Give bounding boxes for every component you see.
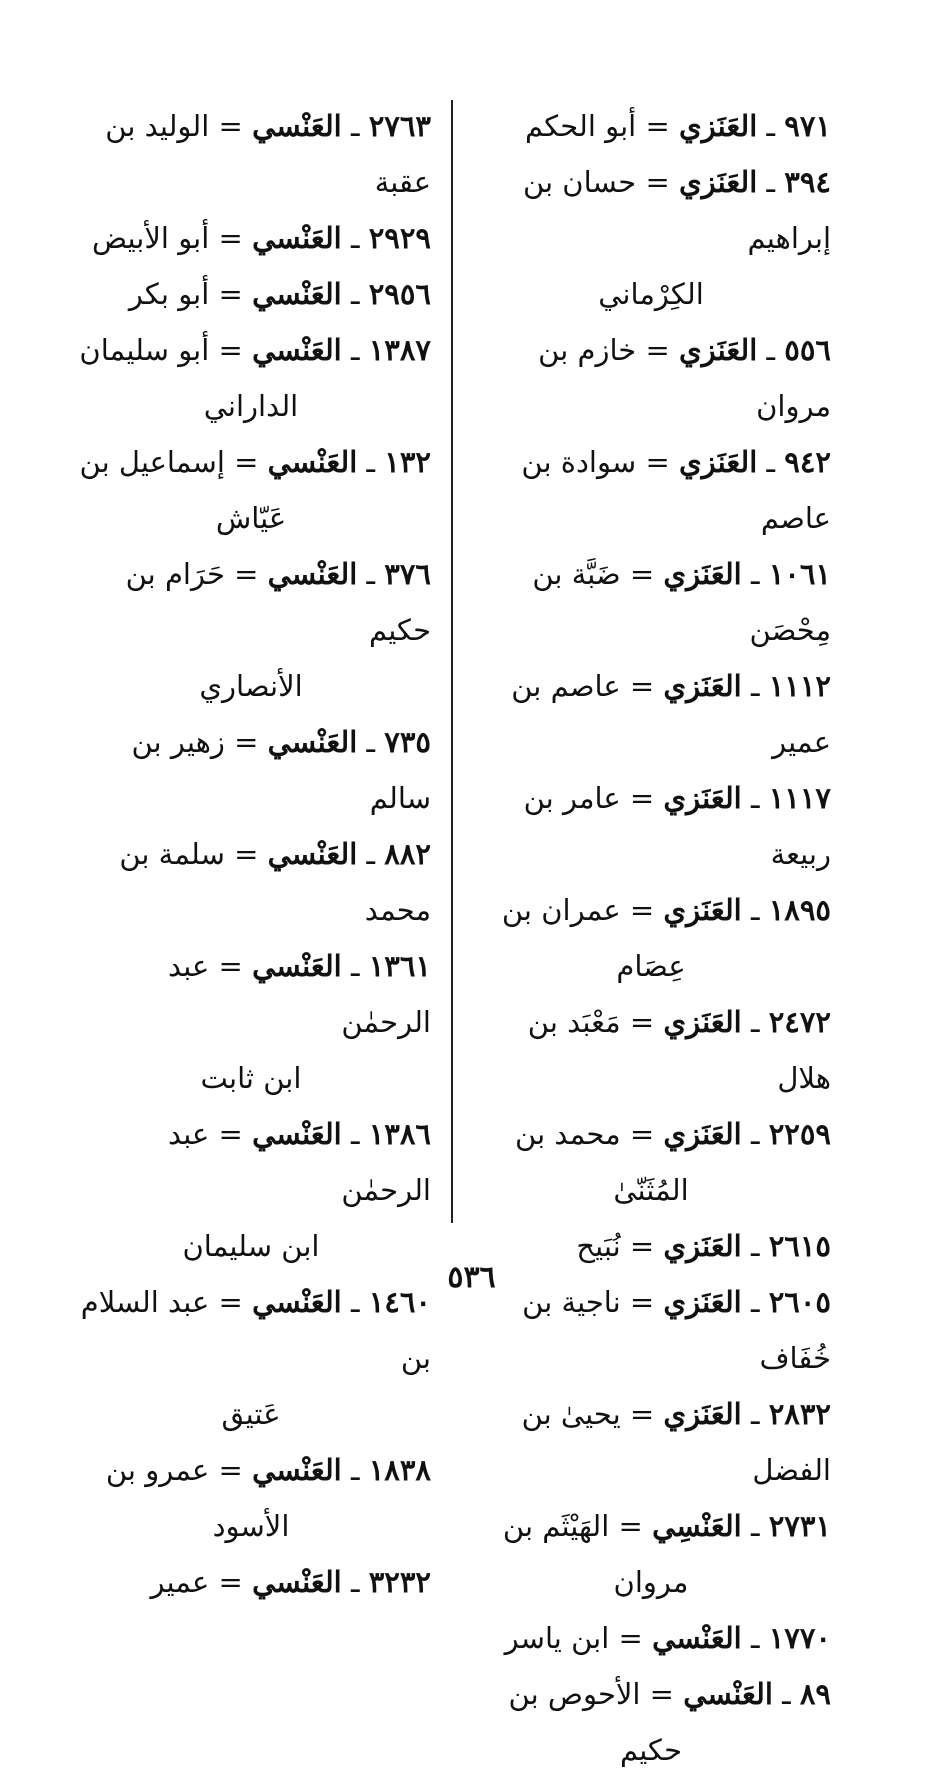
entry-name: أبو بكر: [128, 277, 210, 311]
entry-nisba: العَنَزي: [663, 1005, 742, 1039]
index-entry: [71, 1274, 431, 1442]
dash-separator: ـ: [741, 1397, 769, 1431]
equals-separator: =: [209, 333, 253, 367]
entry-nisba: العَنْسي: [652, 1621, 742, 1655]
dash-separator: ـ: [757, 333, 785, 367]
index-entry: [471, 1106, 831, 1218]
entry-nisba: العَنَزي: [678, 165, 758, 199]
dash-separator: ـ: [741, 893, 769, 927]
dash-separator: ـ: [741, 669, 769, 703]
equals-separator: =: [620, 893, 664, 927]
entry-name: عامر بن ربيعة: [523, 781, 831, 871]
entry-number: ٢٨٣٢: [768, 1397, 831, 1431]
equals-separator: =: [209, 1453, 253, 1487]
index-entry: [71, 826, 431, 938]
entry-number: ١١١٢: [768, 669, 831, 703]
entry-name: ضَبَّة بن مِحْصَن: [532, 557, 831, 647]
entry-nisba: العَنْسي: [252, 949, 342, 983]
index-entry: [71, 98, 431, 210]
dash-separator: ـ: [341, 1453, 369, 1487]
equals-separator: =: [224, 557, 268, 591]
entry-nisba: العَنَزي: [663, 893, 742, 927]
dash-separator: ـ: [341, 1117, 369, 1151]
index-entry: [471, 98, 831, 154]
entry-name-continuation: الداراني: [203, 389, 299, 423]
entry-nisba: العَنْسِي: [652, 1509, 742, 1543]
equals-separator: =: [636, 165, 679, 199]
entry-name: أبو سليمان: [79, 333, 210, 367]
entry-name: أبو الحكم: [524, 109, 637, 143]
entry-number: ١٣٨٦: [368, 1117, 431, 1151]
entry-nisba: العَنْسي: [252, 333, 342, 367]
index-entry: [71, 1106, 431, 1274]
entry-number: ١٨٩٥: [768, 893, 831, 927]
entry-nisba: العَنَزي: [678, 333, 758, 367]
index-entry: [471, 322, 831, 434]
index-entry: [471, 770, 831, 882]
index-entry: [471, 994, 831, 1106]
entry-name: خازم بن مروان: [538, 333, 831, 423]
entry-nisba: العَنْسي: [252, 1285, 342, 1319]
entry-nisba: العَنْسي: [252, 1117, 342, 1151]
equals-separator: =: [620, 1397, 664, 1431]
index-entry: [71, 1442, 431, 1554]
equals-separator: =: [636, 445, 679, 479]
entry-name: الوليد بن عقبة: [105, 109, 431, 199]
entry-name: سلمة بن محمد: [119, 837, 431, 927]
entry-number: ١٣٦١: [368, 949, 431, 983]
entry-nisba: العَنَزي: [678, 445, 758, 479]
index-entry: [71, 546, 431, 714]
index-entry: [471, 1610, 831, 1666]
entry-number: ٢٤٧٢: [768, 1005, 831, 1039]
index-entry: [471, 154, 831, 322]
dash-separator: ـ: [741, 1621, 769, 1655]
entry-number: ٥٥٦: [784, 333, 831, 367]
equals-separator: =: [209, 949, 253, 983]
dash-separator: ـ: [757, 165, 785, 199]
equals-separator: =: [640, 1677, 684, 1711]
dash-separator: ـ: [741, 1509, 769, 1543]
entry-name: زهير بن سالم: [131, 725, 431, 815]
entry-nisba: العَنْسي: [267, 837, 358, 871]
entry-number: ٢٧٣١: [768, 1509, 831, 1543]
entry-number: ٢٦١٥: [768, 1229, 831, 1263]
entry-name: ناجية بن خُفَاف: [522, 1285, 831, 1375]
equals-separator: =: [620, 1117, 664, 1151]
entry-name: عبد الرحمٰن: [168, 1117, 431, 1207]
dash-separator: ـ: [741, 1005, 769, 1039]
index-entry: [71, 938, 431, 1106]
entry-nisba: العَنَزي: [663, 1285, 742, 1319]
entry-nisba: العَنْسي: [252, 109, 342, 143]
entry-name: عبد السلام بن: [80, 1285, 431, 1375]
equals-separator: =: [209, 109, 253, 143]
index-entry: [71, 266, 431, 322]
entry-nisba: العَنَزي: [663, 669, 742, 703]
entry-name-continuation: الأنصاري: [199, 669, 303, 703]
dash-separator: ـ: [772, 1677, 800, 1711]
equals-separator: =: [620, 557, 664, 591]
dash-separator: ـ: [341, 1285, 369, 1319]
entry-nisba: العَنْسي: [252, 1453, 342, 1487]
entry-nisba: العَنْسي: [683, 1677, 773, 1711]
entry-name: يحيىٰ بن الفضل: [521, 1397, 831, 1487]
index-entry: [71, 714, 431, 826]
entry-name: الأحوص بن: [508, 1677, 641, 1711]
equals-separator: =: [224, 725, 268, 759]
dash-separator: ـ: [341, 221, 369, 255]
entry-name: محمد بن: [515, 1117, 621, 1151]
index-entry: [471, 1666, 831, 1778]
equals-separator: =: [609, 1509, 653, 1543]
entry-name-continuation: عَيّاش: [215, 501, 287, 535]
equals-separator: =: [209, 1117, 253, 1151]
entry-nisba: العَنَزي: [663, 557, 742, 591]
entry-name: عبد الرحمٰن: [168, 949, 431, 1039]
entry-name: عمرو بن: [105, 1453, 210, 1487]
entry-name: الهَيْثَم بن: [502, 1509, 610, 1543]
index-entry: [471, 1386, 831, 1498]
entry-number: ١١١٧: [768, 781, 831, 815]
index-entry: [71, 434, 431, 546]
entry-nisba: العَنْسي: [267, 557, 358, 591]
entry-number: ٣٧٦: [384, 557, 431, 591]
dash-separator: ـ: [741, 781, 769, 815]
entry-name-continuation: حكيم: [620, 1733, 682, 1767]
dash-separator: ـ: [341, 277, 369, 311]
entry-name-continuation: ابن سليمان: [182, 1229, 320, 1263]
entry-nisba: العَنْسي: [252, 277, 342, 311]
entry-name-continuation: عَتيق: [221, 1397, 281, 1431]
entry-name: أبو الأبيض: [92, 221, 210, 255]
entry-name-continuation: المُثَنّىٰ: [613, 1173, 689, 1207]
equals-separator: =: [620, 669, 664, 703]
entry-number: ٣٩٤: [784, 165, 831, 199]
entry-number: ١٣٢: [384, 445, 431, 479]
entry-nisba: العَنْسي: [267, 445, 358, 479]
entry-nisba: العَنَزي: [663, 781, 742, 815]
equals-separator: =: [209, 1285, 253, 1319]
equals-separator: =: [224, 837, 268, 871]
entry-number: ١٧٧٠: [768, 1621, 831, 1655]
column-divider: [451, 100, 453, 1223]
entry-name: عمير: [150, 1565, 210, 1599]
dash-separator: ـ: [741, 1229, 769, 1263]
entry-number: ٢٩٢٩: [368, 221, 431, 255]
index-column-right: [471, 98, 831, 1778]
dash-separator: ـ: [357, 725, 385, 759]
entry-name: إسماعيل بن: [79, 445, 225, 479]
index-entry: [71, 210, 431, 266]
equals-separator: =: [209, 277, 253, 311]
dash-separator: ـ: [357, 557, 385, 591]
equals-separator: =: [209, 1565, 253, 1599]
entry-name-continuation: الأسود: [212, 1509, 290, 1543]
equals-separator: =: [609, 1621, 653, 1655]
page-number: ٥٣٦: [447, 1260, 496, 1295]
dash-separator: ـ: [341, 333, 369, 367]
dash-separator: ـ: [741, 1117, 769, 1151]
equals-separator: =: [224, 445, 268, 479]
entry-number: ١٤٦٠: [368, 1285, 431, 1319]
entry-name: نُبَيح: [576, 1229, 621, 1263]
entry-number: ١٠٦١: [768, 557, 831, 591]
entry-nisba: العَنْسي: [267, 725, 358, 759]
dash-separator: ـ: [757, 109, 785, 143]
entry-nisba: العَنَزي: [663, 1229, 742, 1263]
equals-separator: =: [620, 1285, 664, 1319]
index-entry: [471, 1498, 831, 1610]
dash-separator: ـ: [741, 557, 769, 591]
entry-name: عاصم بن عمير: [511, 669, 831, 759]
dash-separator: ـ: [757, 445, 785, 479]
entry-name: مَعْبَد بن هلال: [527, 1005, 831, 1095]
dash-separator: ـ: [341, 109, 369, 143]
entry-number: ٩٤٢: [784, 445, 831, 479]
entry-name: حَرَام بن حكيم: [125, 557, 431, 647]
entry-name: ابن ياسر: [504, 1621, 610, 1655]
entry-number: ٨٩: [799, 1677, 831, 1711]
entry-name-continuation: عِصَام: [616, 949, 686, 983]
entry-nisba: العَنْسي: [252, 221, 342, 255]
equals-separator: =: [620, 1229, 664, 1263]
equals-separator: =: [620, 1005, 664, 1039]
entry-name-continuation: الكِرْماني: [598, 277, 704, 311]
entry-nisba: العَنَزي: [663, 1117, 742, 1151]
equals-separator: =: [620, 781, 664, 815]
entry-number: ٩٧١: [784, 109, 831, 143]
dash-separator: ـ: [341, 949, 369, 983]
entry-number: ٢٦٠٥: [768, 1285, 831, 1319]
equals-separator: =: [209, 221, 253, 255]
entry-nisba: العَنَزي: [678, 109, 758, 143]
entry-number: ٢٧٦٣: [368, 109, 431, 143]
dash-separator: ـ: [741, 1285, 769, 1319]
entry-number: ٣٢٣٢: [368, 1565, 431, 1599]
entry-nisba: العَنَزي: [663, 1397, 742, 1431]
equals-separator: =: [636, 109, 679, 143]
index-entry: [471, 546, 831, 658]
equals-separator: =: [636, 333, 679, 367]
index-entry: [471, 882, 831, 994]
entry-name-continuation: ابن ثابت: [200, 1061, 302, 1095]
index-entry: [471, 434, 831, 546]
entry-name: عمران بن: [501, 893, 621, 927]
entry-number: ٢٢٥٩: [768, 1117, 831, 1151]
entry-number: ١٣٨٧: [368, 333, 431, 367]
index-entry: [471, 658, 831, 770]
dash-separator: ـ: [357, 445, 385, 479]
index-entry: [71, 322, 431, 434]
entry-number: ٧٣٥: [384, 725, 431, 759]
entry-number: ١٨٣٨: [368, 1453, 431, 1487]
entry-name: سوادة بن عاصم: [521, 445, 831, 535]
entry-name: حسان بن إبراهيم: [522, 165, 831, 255]
entry-name-continuation: مروان: [613, 1565, 689, 1599]
index-column-left: [71, 98, 431, 1610]
entry-number: ٢٩٥٦: [368, 277, 431, 311]
dash-separator: ـ: [341, 1565, 369, 1599]
index-entry: [71, 1554, 431, 1610]
entry-number: ٨٨٢: [384, 837, 431, 871]
entry-nisba: العَنْسي: [252, 1565, 342, 1599]
dash-separator: ـ: [357, 837, 385, 871]
